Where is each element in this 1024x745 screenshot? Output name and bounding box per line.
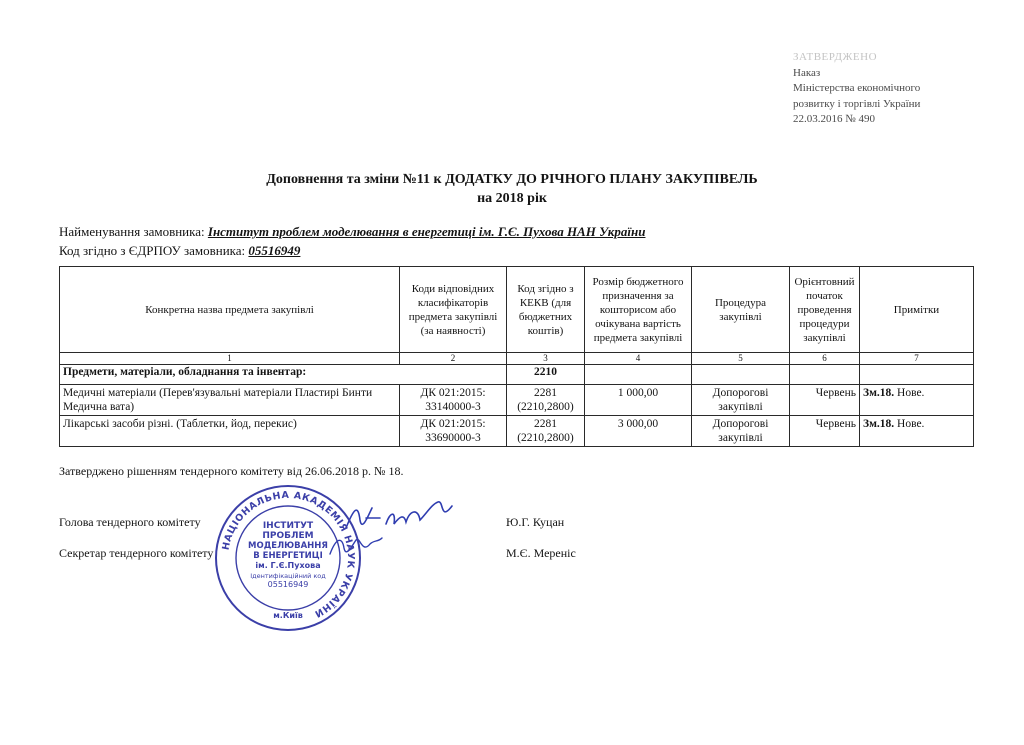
header-notes: Примітки [860, 267, 974, 353]
approval-line-4: розвитку і торгівлі України [793, 97, 921, 110]
header-kekv: Код згідно з КЕКВ (для бюджетних коштів) [507, 267, 585, 353]
row-procedure [692, 416, 790, 447]
stamp-line-2: ПРОБЛЕМ [262, 531, 314, 541]
customer-code-value: 05516949 [248, 243, 301, 258]
column-number-3: 3 [507, 353, 585, 365]
category-empty-cell [585, 365, 692, 385]
row-procedure [692, 385, 790, 416]
row-code-line-1: ДК 021:2015: [420, 418, 486, 430]
row-kekv-line-1: 2281 [534, 418, 557, 430]
customer-code-row [59, 241, 645, 260]
column-number-4: 4 [585, 353, 692, 365]
header-codes: Коди відповідних класифікаторів предмета закупівлі (за наявності) [400, 267, 507, 353]
category-empty-cell [790, 365, 860, 385]
column-number-1: 1 [60, 353, 400, 365]
header-start: Орієнтовний початок проведення процедури закупівлі [790, 267, 860, 353]
row-note-text: Нове. [894, 418, 925, 430]
row-note-text: Нове. [894, 387, 925, 399]
row-kekv-line-1: 2281 [534, 387, 557, 399]
column-number-5: 5 [692, 353, 790, 365]
category-empty-cell [860, 365, 974, 385]
approval-decision-text: Затверджено рішенням тендерного комітету від 26.06.2018 р. № 18. [59, 464, 404, 478]
category-name: Предмети, матеріали, обладнання та інвентар: [60, 365, 507, 385]
row-procedure-line-1: Допорогові [712, 387, 769, 399]
stamp-outer-ring: НАЦІОНАЛЬНА АКАДЕМІЯ НАУК УКРАЇНИ [220, 489, 357, 620]
stamp-line-6: Ідентифікаційний код [250, 572, 326, 580]
title-line-1: Доповнення та зміни №11 к ДОДАТКУ ДО РІЧНОГО ПЛАНУ ЗАКУПІВЕЛЬ [266, 172, 758, 187]
chair-name: Ю.Г. Куцан [506, 515, 565, 529]
document-title [0, 170, 1024, 208]
row-kekv-line-2: (2210,2800) [517, 401, 574, 413]
row-kekv [507, 385, 585, 416]
category-empty-cell [692, 365, 790, 385]
secretary-name: М.Є. Меренiс [506, 546, 576, 560]
row-code [400, 385, 507, 416]
row-start: Червень [790, 416, 860, 447]
title-line-2: на 2018 рік [477, 191, 547, 206]
row-procedure-line-1: Допорогові [712, 418, 769, 430]
column-number-2: 2 [400, 353, 507, 365]
customer-info [59, 222, 645, 260]
customer-code-label: Код згідно з ЄДРПОУ замовника: [59, 243, 246, 258]
approval-line-5: 22.03.2016 № 490 [793, 113, 875, 125]
stamp-line-3: МОДЕЛЮВАННЯ [248, 541, 328, 551]
stamp-line-1: ІНСТИТУТ [262, 521, 314, 531]
row-code-line-2: 33690000-3 [425, 432, 481, 444]
stamp-line-7: 05516949 [267, 580, 309, 589]
column-number-6: 6 [790, 353, 860, 365]
header-procedure: Процедура закупівлі [692, 267, 790, 353]
row-code-line-1: ДК 021:2015: [420, 387, 486, 399]
row-amount: 3 000,00 [585, 416, 692, 447]
column-number-row [60, 353, 974, 365]
row-notes [860, 385, 974, 416]
approval-line-2: Наказ [793, 66, 821, 79]
row-code-line-2: 33140000-3 [425, 401, 481, 413]
chair-label: Голова тендерного комітету [59, 515, 201, 529]
table-row [60, 385, 974, 416]
procurement-table [59, 266, 974, 447]
table-header-row [60, 267, 974, 353]
row-procedure-line-2: закупівлі [718, 401, 763, 413]
header-amount: Розмір бюджетного призначення за кошторисом або очікувана вартість предмета закупівлі [585, 267, 692, 353]
row-subject: Медичні матеріали (Перев'язувальні матеріали Пластирі Бинти Медична вата) [60, 385, 400, 416]
row-subject: Лікарські засоби різні. (Таблетки, йод, перекис) [60, 416, 400, 447]
customer-name-row [59, 222, 645, 241]
category-row [60, 365, 974, 385]
approval-block [793, 50, 920, 128]
customer-name-label: Найменування замовника: [59, 224, 205, 239]
header-subject: Конкретна назва предмета закупівлі [60, 267, 400, 353]
customer-name-value: Інститут проблем моделювання в енергетиці ім. Г.Є. Пухова НАН України [207, 224, 646, 239]
row-start: Червень [790, 385, 860, 416]
table-row [60, 416, 974, 447]
category-kekv: 2210 [507, 365, 585, 385]
secretary-label: Секретар тендерного комітету [59, 546, 214, 560]
row-procedure-line-2: закупівлі [718, 432, 763, 444]
approval-line-3: Міністерства економічного [793, 82, 921, 94]
row-note-bold: Зм.18. [863, 387, 895, 399]
column-number-7: 7 [860, 353, 974, 365]
row-amount: 1 000,00 [585, 385, 692, 416]
stamp-line-5: ім. Г.Є.Пухова [255, 561, 321, 570]
row-notes [860, 416, 974, 447]
stamp-line-4: В ЕНЕРГЕТИЦІ [253, 551, 323, 561]
row-kekv-line-2: (2210,2800) [517, 432, 574, 444]
row-note-bold: Зм.18. [863, 418, 895, 430]
row-code [400, 416, 507, 447]
row-kekv [507, 416, 585, 447]
official-stamp [214, 484, 362, 632]
stamp-city: м.Київ [273, 611, 303, 620]
approval-line-1: ЗАТВЕРДЖЕНО [793, 51, 878, 63]
